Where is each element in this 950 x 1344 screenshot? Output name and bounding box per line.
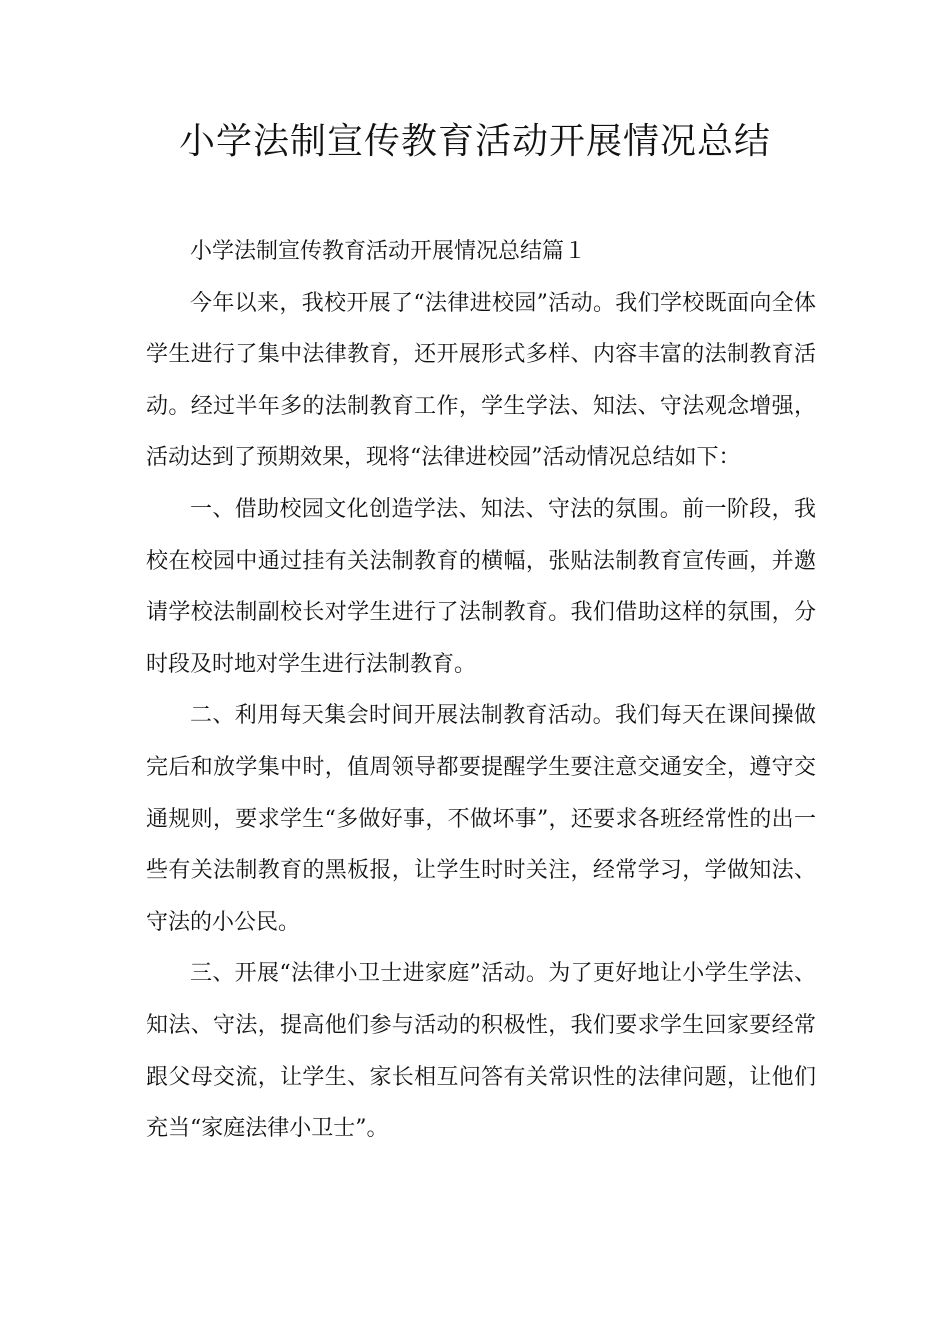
section-heading: 小学法制宣传教育活动开展情况总结篇１ [190,239,587,264]
paragraph-item-3: 三、开展“法律小卫士进家庭”活动。为了更好地让小学生学法、知法、守法，提高他们参与活动的积极性，我们要求学生回家要经常跟父母交流，让学生、家长相互问答有关常识性的法律问题，让他们充当“家庭法律小卫士”。 [146,961,816,1142]
paragraph-item-2: 二、利用每天集会时间开展法制教育活动。我们每天在课间操做完后和放学集中时，值周领导都要提醒学生要注意交通安全，遵守交通规则，要求学生“多做好事，不做坏事”，还要求各班经常性的出一些有关法制教育的黑板报，让学生时时关注，经常学习，学做知法、守法的小公民。 [146,703,816,935]
document-title: 小学法制宣传教育活动开展情况总结 [178,121,771,162]
paragraph-item-1: 一、借助校园文化创造学法、知法、守法的氛围。前一阶段，我校在校园中通过挂有关法制教育的横幅，张贴法制教育宣传画，并邀请学校法制副校长对学生进行了法制教育。我们借助这样的氛围，分时段及时地对学生进行法制教育。 [146,496,816,677]
document-body [146,226,816,1155]
paragraph-intro: 今年以来，我校开展了“法律进校园”活动。我们学校既面向全体学生进行了集中法律教育，还开展形式多样、内容丰富的法制教育活动。经过半年多的法制教育工作，学生学法、知法、守法观念增强，活动达到了预期效果，现将“法律进校园”活动情况总结如下： [146,290,816,471]
